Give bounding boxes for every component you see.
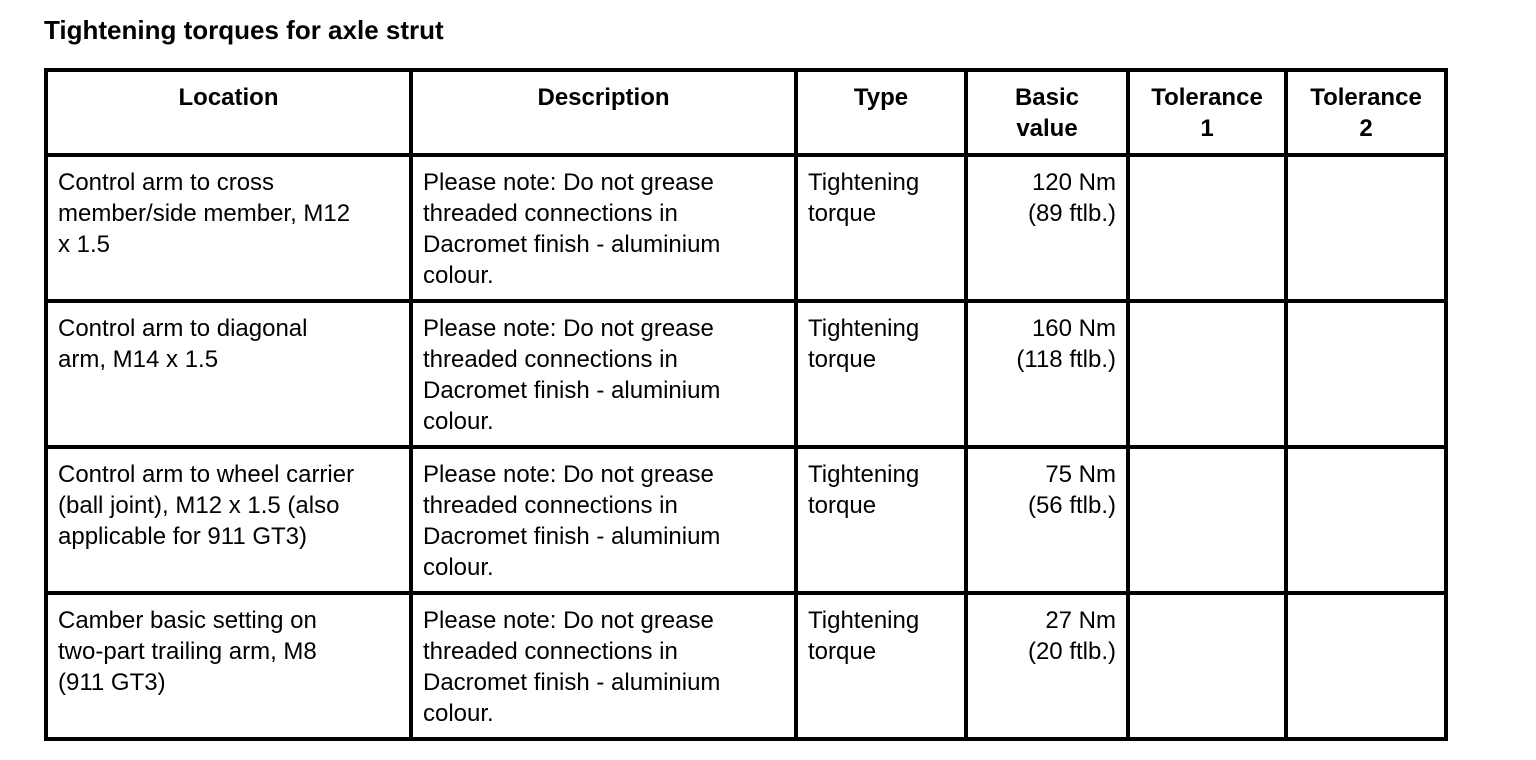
tolerance-2-cell: [1286, 593, 1446, 739]
tolerance-1-cell: [1128, 447, 1286, 593]
header-type: Type: [796, 70, 966, 155]
location-cell: Control arm to diagonal arm, M14 x 1.5: [46, 301, 411, 447]
basic-value-cell: 27 Nm (20 ftlb.): [966, 593, 1128, 739]
table-row: [46, 447, 1446, 593]
header-basic-value: Basic value: [966, 70, 1128, 155]
basic-value-cell: 120 Nm (89 ftlb.): [966, 155, 1128, 301]
description-cell: Please note: Do not grease threaded connections in Dacromet finish - aluminium colour.: [411, 593, 796, 739]
table-row: [46, 155, 1446, 301]
type-cell: Tightening torque: [796, 301, 966, 447]
table-row: [46, 593, 1446, 739]
tolerance-1-cell: [1128, 155, 1286, 301]
tolerance-2-cell: [1286, 447, 1446, 593]
description-cell: Please note: Do not grease threaded connections in Dacromet finish - aluminium colour.: [411, 447, 796, 593]
type-cell: Tightening torque: [796, 447, 966, 593]
table-row: [46, 301, 1446, 447]
location-cell: Control arm to cross member/side member, M12 x 1.5: [46, 155, 411, 301]
header-description: Description: [411, 70, 796, 155]
description-cell: Please note: Do not grease threaded connections in Dacromet finish - aluminium colour.: [411, 301, 796, 447]
tolerance-2-cell: [1286, 155, 1446, 301]
basic-value-cell: 75 Nm (56 ftlb.): [966, 447, 1128, 593]
header-tolerance-1: Tolerance 1: [1128, 70, 1286, 155]
basic-value-cell: 160 Nm (118 ftlb.): [966, 301, 1128, 447]
torque-table: [44, 68, 1448, 741]
tolerance-1-cell: [1128, 301, 1286, 447]
description-cell: Please note: Do not grease threaded connections in Dacromet finish - aluminium colour.: [411, 155, 796, 301]
document-title: Tightening torques for axle strut: [44, 15, 444, 45]
tolerance-1-cell: [1128, 593, 1286, 739]
tolerance-2-cell: [1286, 301, 1446, 447]
type-cell: Tightening torque: [796, 155, 966, 301]
header-tolerance-2: Tolerance 2: [1286, 70, 1446, 155]
header-location: Location: [46, 70, 411, 155]
type-cell: Tightening torque: [796, 593, 966, 739]
location-cell: Control arm to wheel carrier (ball joint), M12 x 1.5 (also applicable for 911 GT3): [46, 447, 411, 593]
location-cell: Camber basic setting on two-part trailing arm, M8 (911 GT3): [46, 593, 411, 739]
table-header-row: [46, 70, 1446, 155]
